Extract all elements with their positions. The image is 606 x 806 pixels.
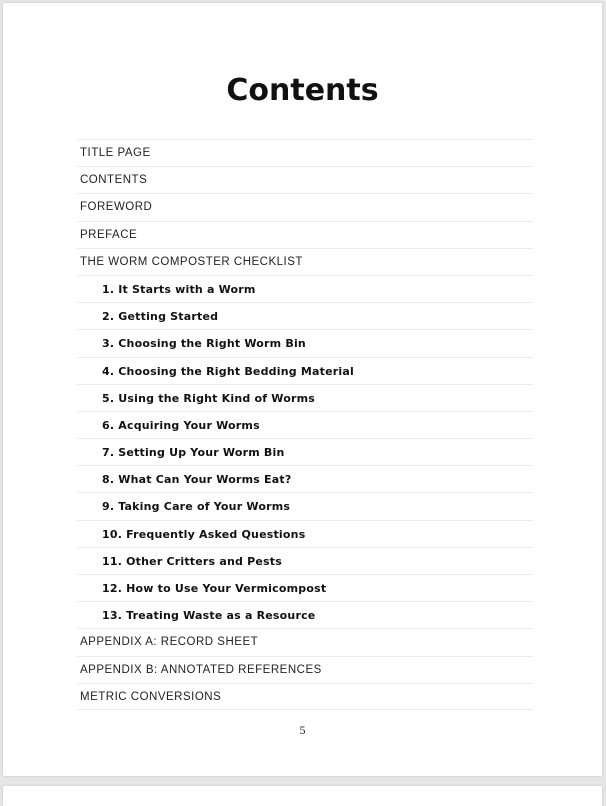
toc-section-link[interactable]: FOREWORD	[77, 193, 533, 220]
toc-chapter-link[interactable]: 1. It Starts with a Worm	[77, 275, 533, 302]
toc-chapter-link[interactable]: 12. How to Use Your Vermicompost	[77, 574, 533, 601]
toc-chapter-link[interactable]: 2. Getting Started	[77, 302, 533, 329]
page-title: Contents	[226, 73, 379, 108]
page-number: 5	[299, 723, 306, 737]
toc-chapter-link[interactable]: 8. What Can Your Worms Eat?	[77, 465, 533, 492]
toc-section-link[interactable]: CONTENTS	[77, 166, 533, 193]
toc-section-link[interactable]: THE WORM COMPOSTER CHECKLIST	[77, 248, 533, 275]
toc-section-link[interactable]: PREFACE	[77, 221, 533, 248]
toc-section-link[interactable]: TITLE PAGE	[77, 139, 533, 166]
toc-chapter-link[interactable]: 4. Choosing the Right Bedding Material	[77, 357, 533, 384]
toc-chapter-link[interactable]: 9. Taking Care of Your Worms	[77, 492, 533, 519]
table-of-contents	[77, 139, 533, 710]
toc-section-link[interactable]: METRIC CONVERSIONS	[77, 683, 533, 710]
toc-chapter-link[interactable]: 6. Acquiring Your Worms	[77, 411, 533, 438]
toc-chapter-link[interactable]: 13. Treating Waste as a Resource	[77, 601, 533, 628]
toc-section-link[interactable]: APPENDIX A: RECORD SHEET	[77, 628, 533, 655]
toc-chapter-link[interactable]: 3. Choosing the Right Worm Bin	[77, 329, 533, 356]
document-page	[3, 3, 602, 776]
toc-chapter-link[interactable]: 11. Other Critters and Pests	[77, 547, 533, 574]
next-page-edge	[3, 786, 602, 806]
toc-chapter-link[interactable]: 10. Frequently Asked Questions	[77, 520, 533, 547]
toc-section-link[interactable]: APPENDIX B: ANNOTATED REFERENCES	[77, 656, 533, 683]
toc-chapter-link[interactable]: 5. Using the Right Kind of Worms	[77, 384, 533, 411]
toc-chapter-link[interactable]: 7. Setting Up Your Worm Bin	[77, 438, 533, 465]
